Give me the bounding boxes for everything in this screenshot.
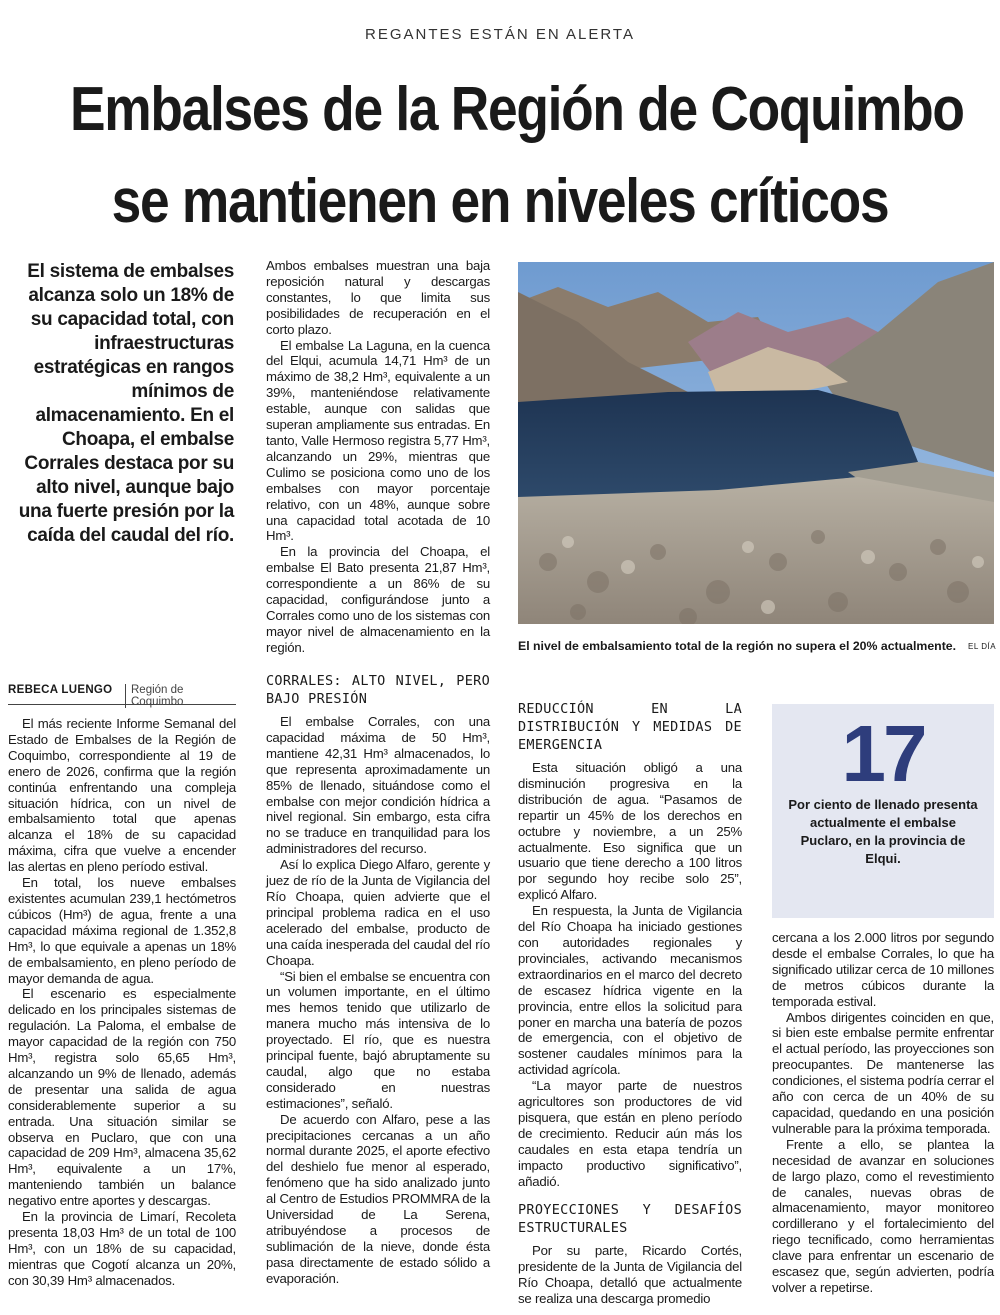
subheading-reduccion: REDUCCIÓN EN LA DISTRIBUCIÓN Y MEDIDAS DE EMERGENCIA [518, 701, 742, 753]
paragraph: Por su parte, Ricardo Cortés, presidente de la Junta de Vigilancia del Río Choapa, detalló que actualmente se realiza una descarga promedio [518, 1243, 742, 1307]
paragraph: El escenario es especialmente delicado en los principales sistemas de regulación. La Paloma, el embalse de mayor capacidad de la región con 750 Hm³, registra solo 65,65 Hm³, alcanzando un 9% de llenado, además de presentar una salida de agua considerablemente superior a su entrada. Una situación similar se observa en Puclaro, que con una capacidad de 209 Hm³, almacena 35,62 Hm³, equivalente a un 17%, manteniendo también un balance negativo entre aportes y descargas. [8, 986, 236, 1209]
column-2-top [266, 258, 490, 656]
headline-line-2: se mantienen en niveles críticos [111, 167, 889, 236]
subheading-proyecciones: PROYECCIONES Y DESAFÍOS ESTRUCTURALES [518, 1202, 742, 1237]
paragraph: En la provincia del Choapa, el embalse El Bato presenta 21,87 Hm³, correspondiente a un 86% de su capacidad, configurándose junto a Corrales como uno de los sistemas con mayor nivel de almacenamiento en la región. [266, 544, 490, 655]
paragraph: Frente a ello, se plantea la necesidad de avanzar en soluciones de largo plazo, como el revestimiento de canales, nuevas obras de almacenamiento, mayor monitoreo cordillerano y el fortalecimiento del riego tecnificado, como herramientas clave para enfrentar un escenario de escasez que, según advierten, podría volver a repetirse. [772, 1136, 994, 1295]
stat-value: 17 [841, 709, 925, 798]
column-2-bottom [266, 672, 490, 1287]
paragraph: cercana a los 2.000 litros por segundo desde el embalse Corrales, lo que ha significado utilizar cerca de 10 millones de metros cúbicos durante la temporada estival. [772, 930, 994, 1009]
paragraph: “La mayor parte de nuestros agricultores son productores de vid pisquera, que están en pleno período de crecimiento. Reducir aún más los caudales en esta etapa tendría un impacto productivo significativo”, añadió. [518, 1078, 742, 1189]
column-4 [772, 930, 994, 1296]
byline-place: Región de Coquimbo [125, 684, 236, 708]
paragraph: El embalse Corrales, con una capacidad máxima de 50 Hm³, mantiene 42,31 Hm³ almacenados, lo que representa aproximadamente un 85% de llenado, situándose como el embalse con mejor condición hídrica a nivel regional. Sin embargo, esta cifra no se traduce en tranquilidad para los administradores del recurso. [266, 714, 490, 857]
byline [8, 680, 236, 708]
paragraph: En total, los nueve embalses existentes acumulan 239,1 hectómetros cúbicos (Hm³) de agua, frente a una capacidad máxima regional de 1.352,8 Hm³, lo que equivale a apenas un 18% de embalsamiento, en pleno período de mayor demanda de agua. [8, 875, 236, 986]
paragraph: El más reciente Informe Semanal del Estado de Embalses de la Región de Coquimbo, correspondiente al 19 de enero de 2026, confirma que la región continúa enfrentando una compleja situación hídrica, con un nivel de embalsamiento total que apenas alcanza el 18% de su capacidad máxima, cifra que vuelve a encender las alertas en pleno período estival. [8, 716, 236, 875]
paragraph: Ambos embalses muestran una baja reposición natural y descargas constantes, lo que limita sus posibilidades de recuperación en el corto plazo. [266, 258, 490, 337]
stat-text: Por ciento de llenado presenta actualmente el embalse Puclaro, en la provincia de Elqui. [788, 797, 978, 866]
paragraph: Así lo explica Diego Alfaro, gerente y juez de río de la Junta de Vigilancia del Río Choapa, quien advierte que el principal problema radica en el uso acelerado del embalse, producto de una caída inesperada del caudal del río Choapa. [266, 857, 490, 968]
paragraph: Ambos dirigentes coinciden en que, si bien este embalse permite enfrentar el actual período, las proyecciones son preocupantes. De mantenerse las condiciones, el sistema podría cerrar el año con cerca de un 40% de su capacidad, quedando en una posición vulnerable para la próxima temporada. [772, 1009, 994, 1136]
column-1 [8, 716, 236, 1289]
paragraph: En respuesta, la Junta de Vigilancia del Río Choapa ha iniciado gestiones con autoridades regionales y provinciales, activando mecanismos extraordinarios en el marco del decreto de escasez hídrica vigente en la provincia, entre ellos la solicitud para poner en marcha una batería de pozos de emergencia, con el objetivo de sostener caudales mínimos para la actividad agrícola. [518, 903, 742, 1078]
headline [70, 64, 964, 248]
reservoir-photo [518, 262, 994, 624]
paragraph: El embalse La Laguna, en la cuenca del Elqui, acumula 14,71 Hm³ de un máximo de 38,2 Hm³, equivalente a un 39%, manteniéndose relativamente estable, aunque con salidas que superan ampliamente sus entradas. En tanto, Valle Hermoso registra 5,77 Hm³, alcanzando un 29%, mientras que Culimo se posiciona como uno de los embalses con mayor porcentaje relativo, con un 48%, aunque sobre una capacidad total acotada de 10 Hm³. [266, 337, 490, 544]
lede: El sistema de embalses alcanza solo un 18% de su capacidad total, con infraestructuras estratégicas en rangos mínimos de almacenamiento. En el Choapa, el embalse Corrales destaca por su alto nivel, aunque bajo una fuerte presión por la caída del caudal del río. [18, 261, 234, 546]
reservoir-image [518, 262, 994, 624]
headline-line-1: Embalses de la Región de Coquimbo [70, 75, 964, 144]
byline-author: REBECA LUENGO [8, 684, 113, 696]
column-3 [518, 700, 742, 1307]
paragraph: “Si bien el embalse se encuentra con un volumen importante, en el último mes hemos tenido que utilizarlo de manera mucho más intensiva de lo proyectado. El río, que es nuestra principal fuente, bajó abruptamente su caudal, algo que no estaba considerado en nuestras estimaciones”, señaló. [266, 968, 490, 1111]
paragraph: De acuerdo con Alfaro, pese a las precipitaciones cercanas a un año normal durante 2025, el aporte efectivo del deshielo fue menor al esperado, fenómeno que ha sido analizado junto al Centro de Estudios PROMMRA de la Universidad de La Serena, atribuyéndose a procesos de sublimación de la nieve, donde ésta pasa directamente de estado sólido a evaporación. [266, 1111, 490, 1286]
paragraph: Esta situación obligó a una disminución progresiva en la distribución de agua. “Pasamos de repartir un 45% de los derechos en octubre y noviembre, a un 25% actualmente. Eso significa que un usuario que tiene derecho a 100 litros por segundo hoy recibe solo 25”, explicó Alfaro. [518, 760, 742, 903]
photo-caption: El nivel de embalsamiento total de la región no supera el 20% actualmente. [518, 639, 957, 653]
photo-credit: EL DÍA [968, 642, 997, 651]
subheading-corrales: CORRALES: ALTO NIVEL, PERO BAJO PRESIÓN [266, 673, 490, 707]
stat-box [772, 704, 994, 918]
paragraph: En la provincia de Limarí, Recoleta presenta 18,03 Hm³ de un total de 100 Hm³, con un 18% de su capacidad, mientras que Cogotí alcanza un 20%, con 30,39 Hm³ almacenados. [8, 1209, 236, 1288]
kicker: REGANTES ESTÁN EN ALERTA [364, 26, 635, 43]
